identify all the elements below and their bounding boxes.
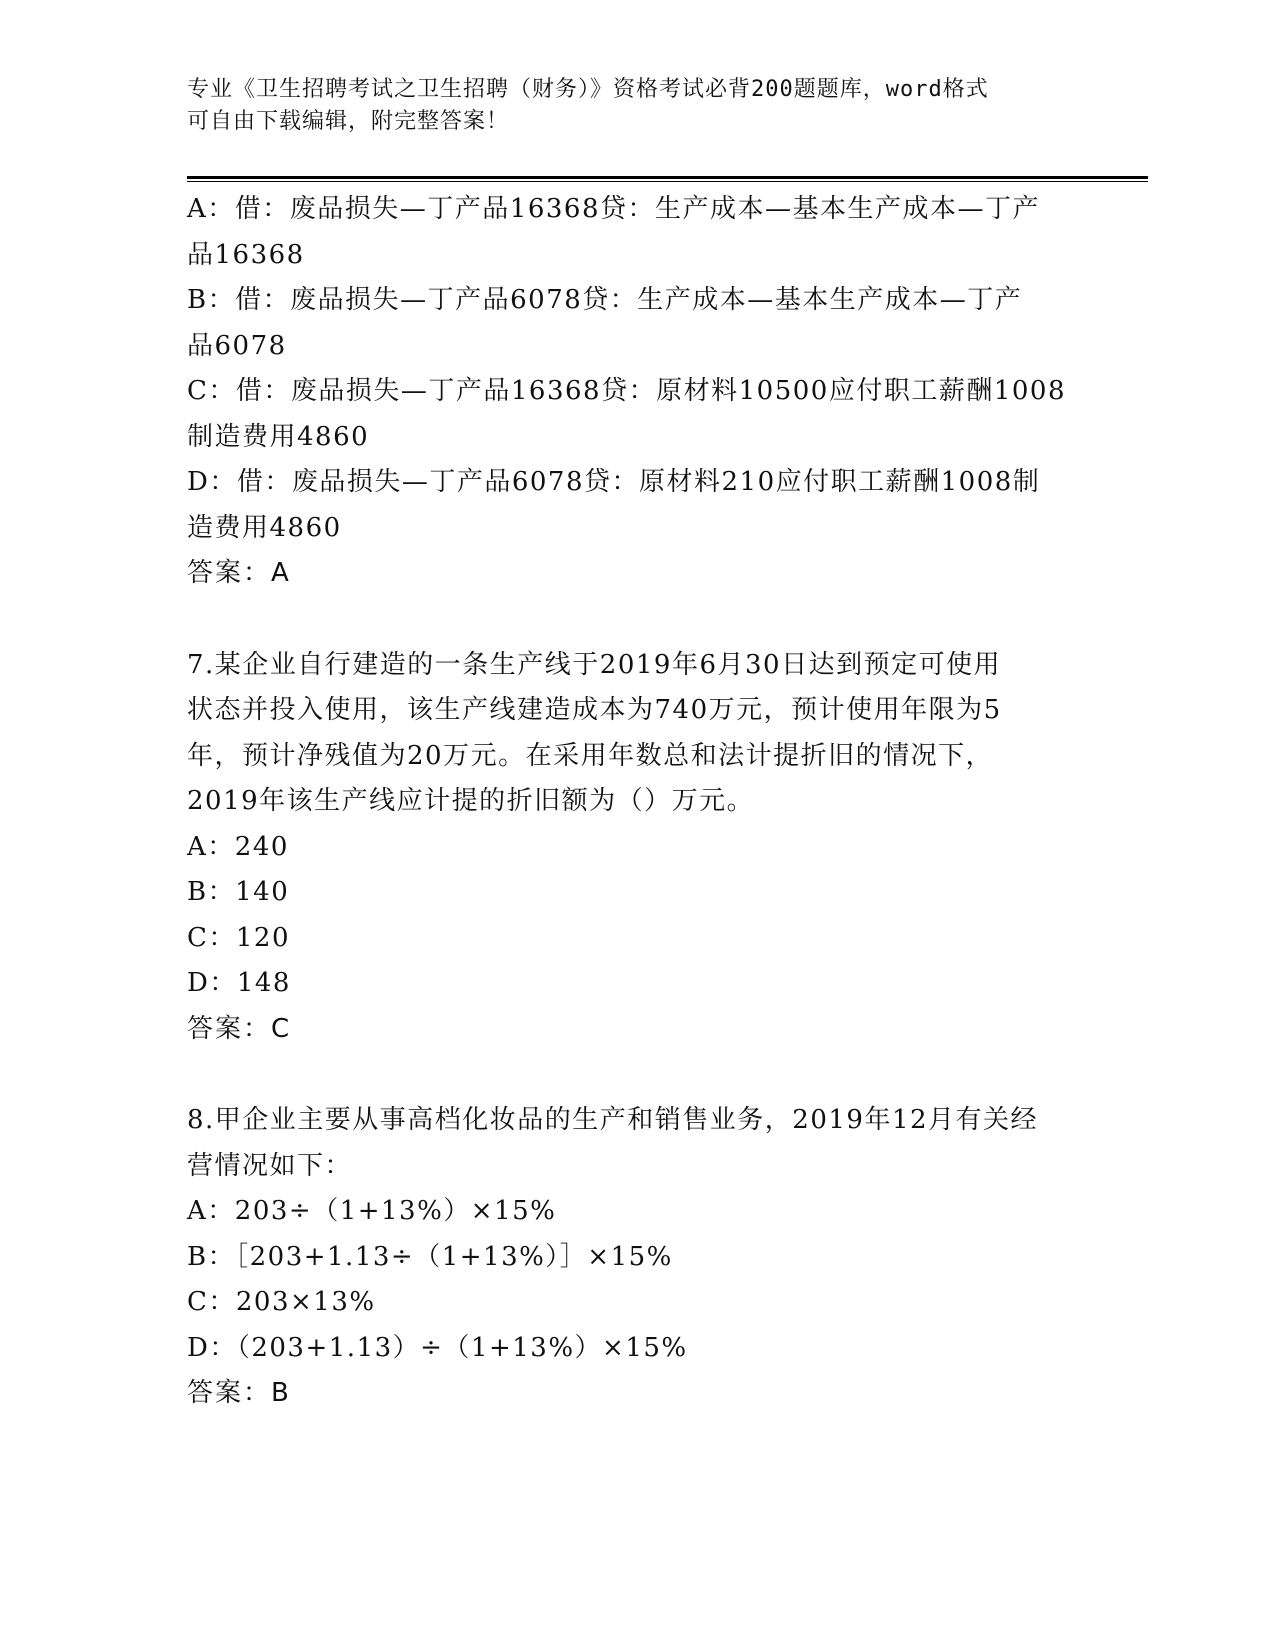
question-7-answer: 答案：C — [187, 1013, 292, 1044]
document-header — [187, 74, 1067, 138]
question-7-option-a: A：240 — [187, 831, 289, 862]
question-6-option-a-line-2: 品16368 — [187, 239, 305, 270]
question-6-option-c-line-1: C：借：废品损失—丁产品16368贷：原材料10500应付职工薪酬1008 — [187, 376, 1066, 406]
question-7-option-b: B：140 — [187, 877, 290, 907]
question-7-option-d: D：148 — [187, 968, 291, 998]
question-6-option-d-line-1: D：借：废品损失—丁产品6078贷：原材料210应付职工薪酬1008制 — [187, 467, 1041, 497]
question-list — [187, 187, 1087, 1417]
question-8-answer: 答案：B — [187, 1378, 291, 1408]
question-8-option-d: D：（203+1.13）÷（1+13%）×15% — [187, 1332, 688, 1363]
question-6-answer: 答案：A — [187, 558, 291, 588]
question-6-options — [187, 187, 1087, 551]
question-7-stem-line-2: 状态并投入使用，该生产线建造成本为740万元，预计使用年限为5 — [187, 695, 1002, 725]
question-7-stem-line-1: 7.某企业自行建造的一条生产线于2019年6月30日达到预定可使用 — [187, 649, 1002, 680]
header-divider-thin — [187, 181, 1148, 182]
question-spacer — [187, 1052, 1087, 1098]
question-8 — [187, 1098, 1087, 1417]
header-divider-thick — [187, 176, 1148, 179]
question-spacer — [187, 597, 1087, 643]
question-8-stem-line-1: 8.甲企业主要从事高档化妆品的生产和销售业务，2019年12月有关经 — [187, 1105, 1039, 1135]
question-6-option-c-line-2: 制造费用4860 — [187, 421, 370, 452]
question-8-option-c: C：203×13% — [187, 1287, 376, 1317]
question-7 — [187, 643, 1087, 1053]
question-6-option-b-line-1: B：借：废品损失—丁产品6078贷：生产成本—基本生产成本—丁产 — [187, 285, 1023, 315]
header-line-2: 可自由下载编辑，附完整答案！ — [187, 109, 510, 134]
question-7-stem-line-3: 年，预计净残值为20万元。在采用年数总和法计提折旧的情况下， — [187, 740, 994, 771]
question-7-stem-line-4: 2019年该生产线应计提的折旧额为（）万元。 — [187, 786, 755, 816]
question-7-option-c: C：120 — [187, 922, 291, 953]
header-line-1: 专业《卫生招聘考试之卫生招聘（财务）》资格考试必背200题题库，word格式 — [187, 77, 989, 102]
question-8-option-a: A：203÷（1+13%）×15% — [187, 1196, 557, 1226]
question-8-stem-line-2: 营情况如下： — [187, 1150, 353, 1181]
question-6-option-b-line-2: 品6078 — [187, 330, 287, 361]
question-8-option-b: B：［203+1.13÷（1+13%）］×15% — [187, 1241, 673, 1272]
question-6-option-d-line-2: 造费用4860 — [187, 512, 342, 543]
question-6-option-a-line-1: A：借：废品损失—丁产品16368贷：生产成本—基本生产成本—丁产 — [187, 194, 1040, 224]
